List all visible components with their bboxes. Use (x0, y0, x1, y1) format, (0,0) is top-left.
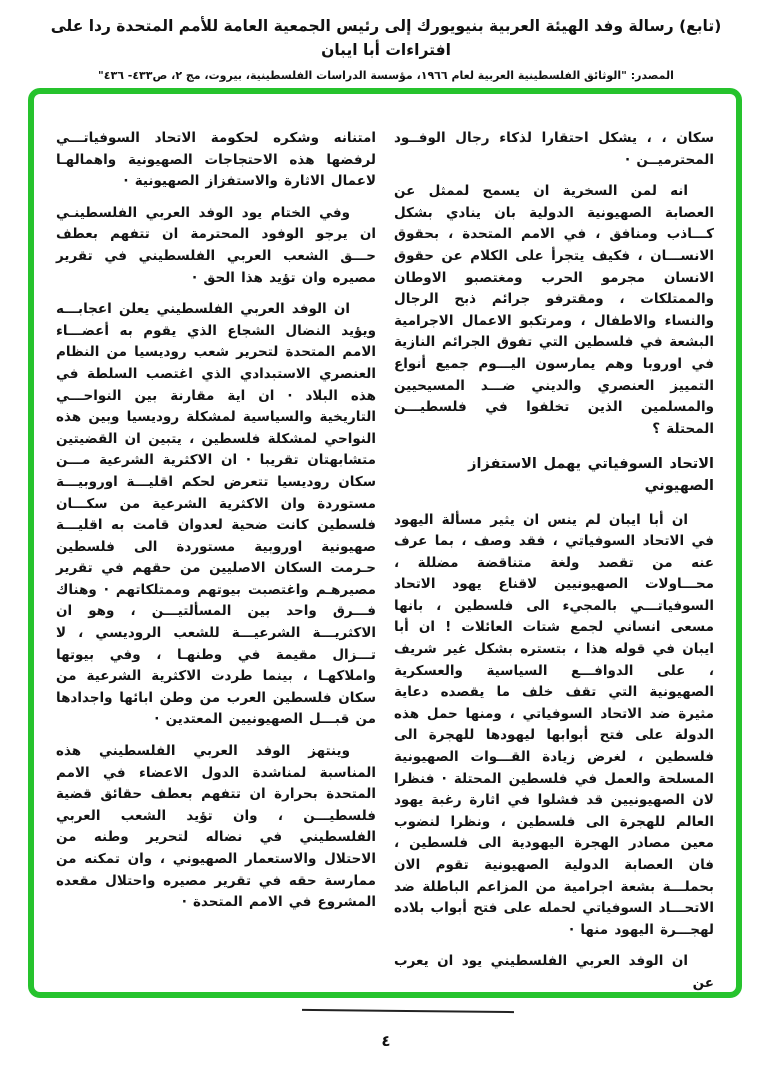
paragraph: انه لمن السخرية ان يسمح لممثل عن العصابة الصهيونية الدولية بان ينادي بشكل كـــاذب ومنافق ، في الامم المتحدة ، بحقوق الانســـان ، فكيف يتجرأ على الكلام عن حقوق الانسان مجرمو الحرب ومغتصبو الاوطان والممتلكات ، ومقترفو جرائم ذبح الرجال والنساء والاطفال ، ومرتكبو الاعمال الاجرامية البشعة في فلسطين التي تفوق الجرائم النازية في اوروبا وهم يمارسون اليـــوم جميع أنواع التمييز العنصري والديني ضـــد المسيحيين والمسلمين الذين تخلفوا في فلسطيـــن المحتلة ؟ (394, 183, 714, 437)
section-heading: الاتحاد السوفياتي يهمل الاستفزاز الصهيوني (468, 456, 714, 494)
paragraph: ان أبا ايبان لم ينس ان يثير مسألة اليهود في الاتحاد السوفياتي ، فقد وصف ، بما عرف عنه من تقصد ولغة متناقضة مضللة ، محـــاولات الصهيونيين لاقناع يهود الاتحاد السوفياتـــي بالمجيء الى فلسطين ، بانها مسعى انساني لجمع شتات العائلات ! ان أبا ايبان في قوله هذا ، بتستره بشكل غير شريف ، على الدوافـــع السياسية والعسكرية الصهيونية التي تقف خلف ما يقصده دعاية مثيرة ضد الاتحاد السوفياتي ، ومنها حمل هذه الدولة على فتح أبوابها ليهودها للهجرة الى فلسطين ، لغرض زيادة القـــوات الصهيونية المسلحة والعمل في فلسطين المحتلة · فنظرا لان الصهيونيين قد فشلوا في اثارة رغبة يهود العالم للهجرة الى فلسطين ، ونظرا لنضوب معين مصادر الهجرة اليهودية الى فلسطين ، فان العصابة الدولية الصهيونية تقوم الان بحملـــة بشعة اجرامية من المزاعم الباطلة ضد الاتحـــاد السوفياتي لحمله على فتح أبواب بلاده لهجـــرة اليهود منها · (394, 511, 714, 938)
paragraph: ان الوفد العربي الفلسطيني يود ان يعرب عن (394, 953, 714, 991)
paragraph: وفي الختام يود الوفد العربي الفلسطينـي ان يرجو الوفود المحترمة ان تتفهم بعطف حـــق الشعب العربي الفلسطيني في تقرير مصيره وان تؤيد هذا الحق · (56, 204, 376, 286)
page-header (0, 14, 772, 84)
document-source-citation: المصدر: "الوثائق الفلسطينية العربية لعام ١٩٦٦، مؤسسة الدراسات الفلسطينية، بيروت، مج ٢، ص٤٣٣- ٤٣٦" (98, 69, 674, 82)
paragraph: وينتهز الوفد العربي الفلسطيني هذه المناسبة لمناشدة الدول الاعضاء في الامم المتحدة بحرارة ان تتفهم بعطف حقائق قضية فلسطيـــن ، وان تؤيد الشعب العربي الفلسطيني في نضاله لتحرير وطنه من الاحتلال والاستعمار الصهيوني ، وان تمكنه من ممارسة حقه في تقرير مصيره واحتلال مقعده المشروع في الامم المتحدة · (56, 743, 376, 911)
paragraph-continuation: سكان ، ، يشكل احتقارا لذكاء رجال الوفــود المحترميــن · (394, 130, 714, 168)
green-border-frame (28, 88, 742, 998)
paragraph: ان الوفد العربي الفلسطيني يعلن اعجابـــه ويؤيد النضال الشجاع الذي يقوم به أعضـــاء الامم المتحدة لتحرير شعب روديسيا من النظام العنصري الاستبدادي الذي اغتصب السلطة في هذه البلاد · ان اية مقارنة بين النواحـــي التاريخية والسياسية لمشكلة روديسيا وبين هذه النواحي لمشكلة فلسطين ، يتبين ان القضيتين متشابهتان تقريبا · ان الاكثرية الشرعية مـــن سكان روديسيا تتعرض لحكم اقليـــة اوروبيـــة مستوردة وان الاكثرية الشرعية من سكـــان فلسطين كانت ضحية لعدوان قامت به اقليـــة صهيونية اوروبية مستوردة الى فلسطين حـرمت السكان الاصليين من حقهم في تقرير مصيرهـم واغتصبت بيوتهم وممتلكاتهم · وهناك فـــرق واحد بين المسألتيـــن ، وهو ان الاكثريـــة الشرعيـــة للشعب الروديسي ، لا تـــزال مقيمة في وطنهـا ، وفي بيوتها واملاكهـا ، بينما طردت الاكثرية الشرعية من سكان فلسطين العرب من وطن ابائها واجدادها من قبـــل الصهيونيين المعتدين · (56, 301, 376, 728)
scan-artifact-rule (302, 1009, 514, 1013)
document-title: (تابع) رسالة وفد الهيئة العربية بنيويورك إلى رئيس الجمعية العامة للأمم المتحدة ردا على افتراءات أبا ايبان (50, 17, 722, 59)
left-text-column (56, 128, 376, 995)
two-column-text-area (34, 128, 736, 995)
page-number: ٤ (381, 1032, 391, 1050)
paragraph-continuation: امتنانه وشكره لحكومة الاتحاد السوفياتـــي لرفضها هذه الاحتجاجات الصهيونية واهمالهـا لاعمال الاثارة والاستفزاز الصهيونية · (56, 130, 376, 190)
right-text-column (394, 128, 714, 995)
